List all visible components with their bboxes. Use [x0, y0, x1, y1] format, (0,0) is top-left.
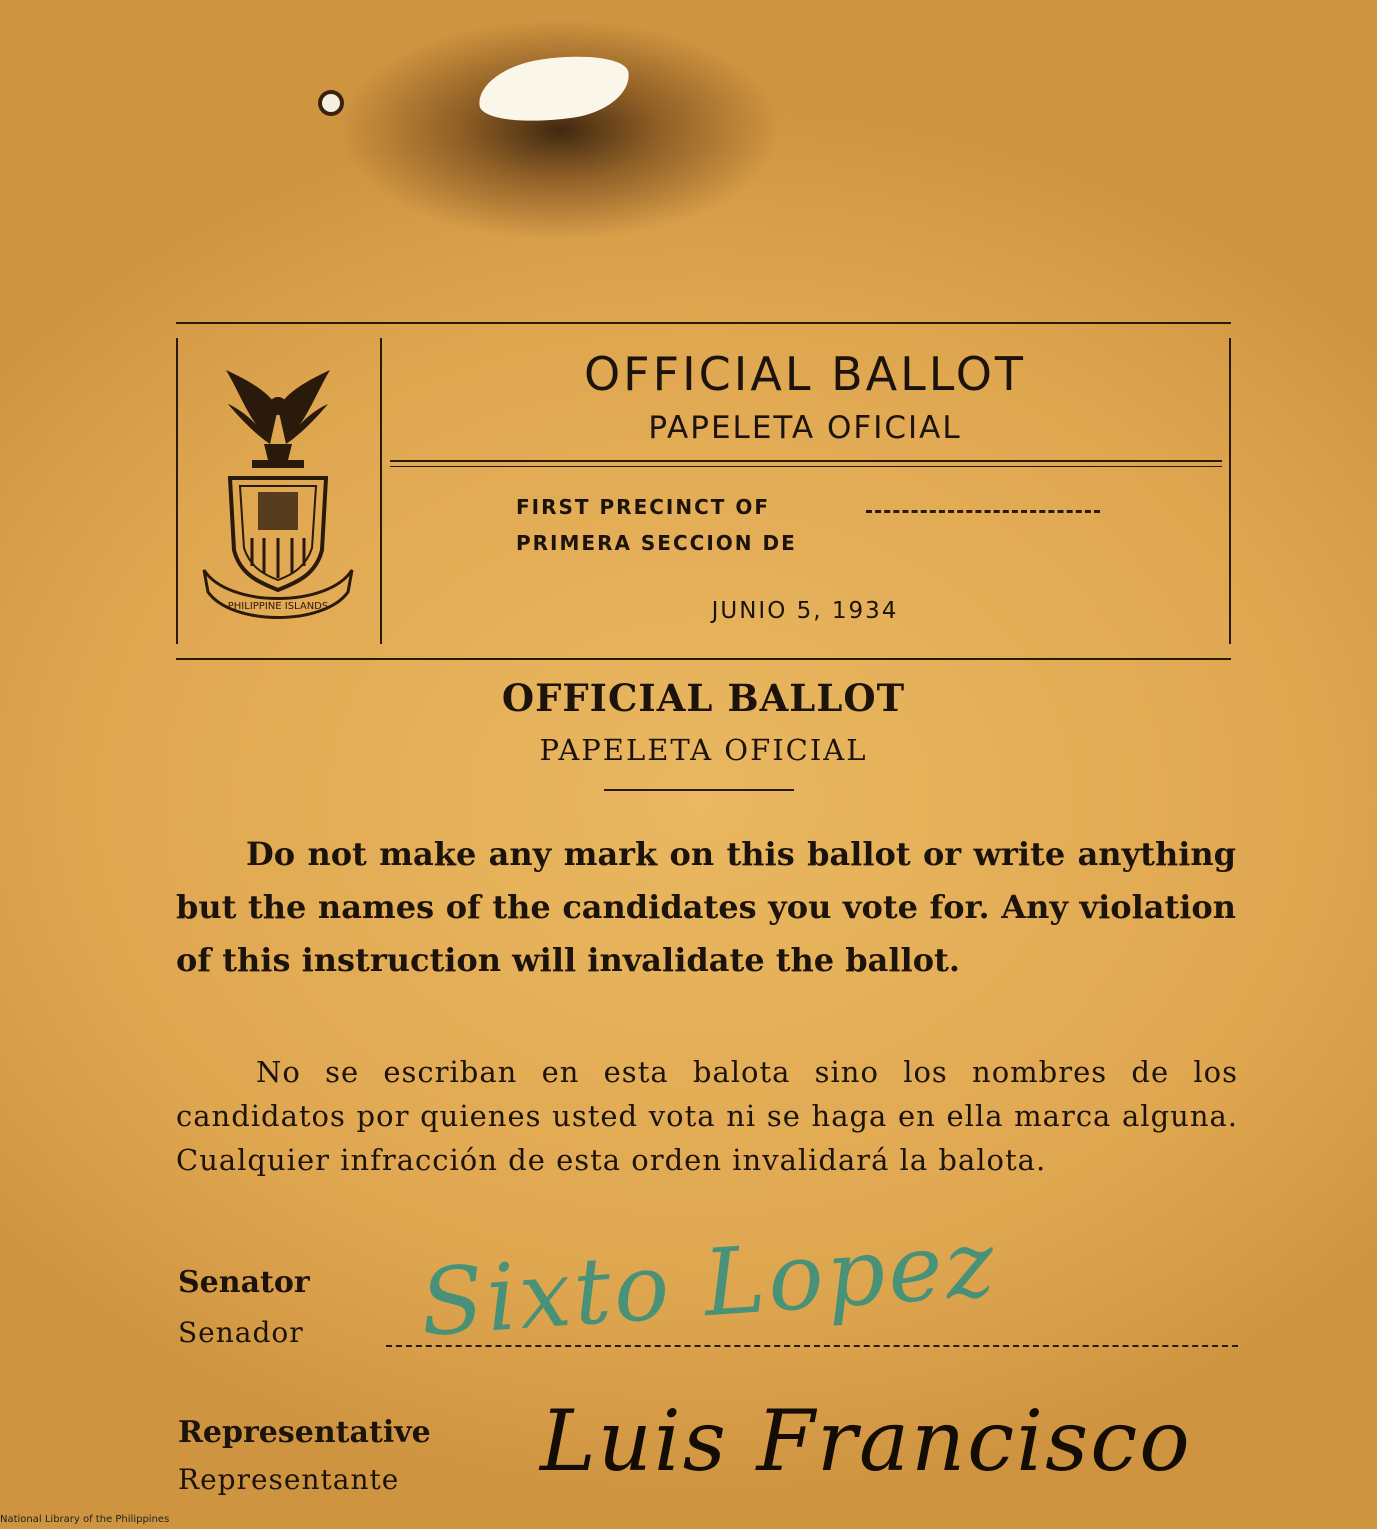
footer-credit: National Library of the Philippines: [0, 1514, 170, 1525]
senator-handwritten-name: Sixto Lopez: [416, 1209, 1001, 1358]
title-rule: [604, 789, 794, 791]
header-title: OFFICIAL BALLOT: [583, 347, 1027, 401]
burn-hole: [474, 48, 633, 131]
pin-hole: [322, 94, 340, 112]
representante-label: Representante: [178, 1463, 400, 1496]
header-rule: [390, 460, 1222, 467]
header-subtitle: PAPELETA OFICIAL: [648, 410, 962, 446]
election-date: JUNIO 5, 1934: [711, 598, 899, 624]
precinct-es: PRIMERA SECCION DE: [516, 531, 797, 555]
header-left-border: [176, 338, 178, 644]
instruction-spanish: No se escriban en esta balota sino los nombres de los candidatos por quienes usted vota ni se haga en ella marca alguna. Cualquier infracción de esta orden invalidará la balota.: [176, 1055, 1238, 1177]
seal-motto: PHILIPPINE ISLANDS: [227, 601, 329, 612]
precinct-en: FIRST PRECINCT OF: [516, 495, 771, 519]
representative-name: Luis Francisco: [540, 1392, 1192, 1490]
body-subtitle: PAPELETA OFICIAL: [539, 733, 868, 767]
precinct-blank: [866, 498, 1100, 513]
body-title: OFFICIAL BALLOT: [501, 676, 906, 720]
instruction-english: Do not make any mark on this ballot or write anything but the names of the candidates you vote for. Any violation of this instruction will invalidate the ballot.: [176, 835, 1236, 979]
representative-label: Representative: [178, 1415, 431, 1450]
senador-label: Senador: [178, 1316, 304, 1349]
coat-of-arms-icon: [198, 360, 358, 630]
senator-label: Senator: [178, 1265, 310, 1300]
